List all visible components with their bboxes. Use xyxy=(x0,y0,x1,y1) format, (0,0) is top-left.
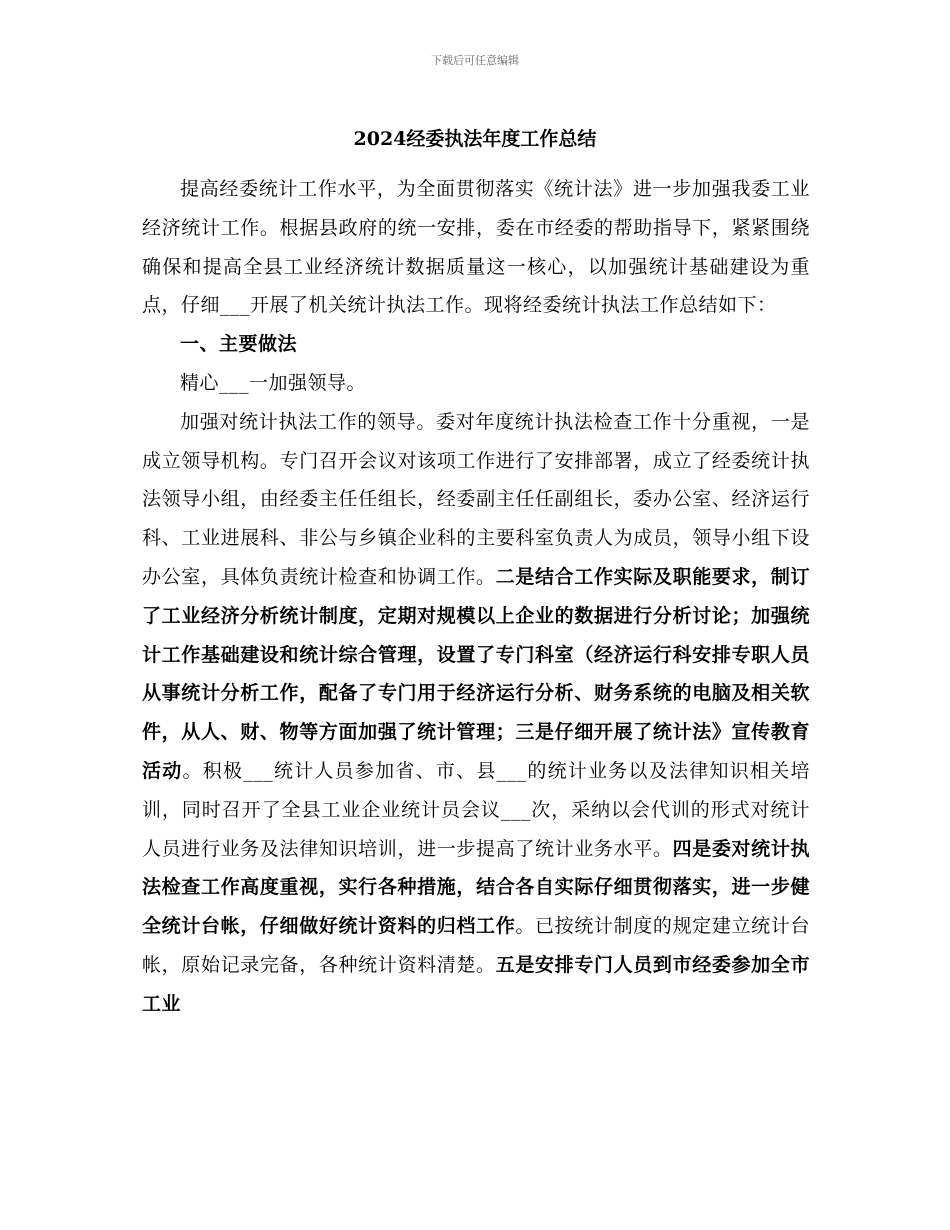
bold-segment: 四是委对统计执法检查工作高度重视，实行各种措施，结合各自实际仔细贯彻落实，进一步健全统计台帐，仔细做好统计资料的归档工作 xyxy=(142,837,810,938)
main-paragraph xyxy=(142,403,810,1024)
intro-paragraph: 提高经委统计工作水平，为全面贯彻落实《统计法》进一步加强我委工业经济统计工作。根据县政府的统一安排，委在市经委的帮助指导下，紧紧围绕确保和提高全县工业经济统计数据质量这一核心，以加强统计基础建设为重点，仔细___开展了机关统计执法工作。现将经委统计执法工作总结如下： xyxy=(142,178,810,317)
bold-segment: 五是安排专门人员到市经委参加全市工业 xyxy=(142,953,810,1015)
section-heading: 一、主要做法 xyxy=(180,333,298,356)
document-body xyxy=(142,170,810,1024)
document-title: 2024经委执法年度工作总结 xyxy=(353,128,597,150)
header-note: 下载后可任意编辑 xyxy=(431,54,519,67)
text-segment: 加强对统计执法工作的领导。委对年度统计执法检查工作十分重视，一是成立领导机构。专门召开会议对该项工作进行了安排部署，成立了经委统计执法领导小组，由经委主任任组长，经委副主任任副组长，委办公室、经济运行科、工业进展科、非公与乡镇企业科的主要科室负责人为成员，领导小组下设办公室，具体负责统计检查和协调工作。 xyxy=(142,410,810,588)
sub-heading: 精心___一加强领导。 xyxy=(180,371,367,394)
text-segment: 。已按统计制度的规定建立统计台帐，原始记录完备，各种统计资料清楚。 xyxy=(142,915,810,976)
bold-segment: 二是结合工作实际及职能要求，制订了工业经济分析统计制度，定期对规模以上企业的数据进行分析讨论；加强统计工作基础建设和统计综合管理，设置了专门科室（经济运行科安排专职人员从事统计分析工作，配备了专门用于经济运行分析、财务系统的电脑及相关软件，从人、财、物等方面加强了统计管理；三是仔细开展了统计法》宣传教育活动 xyxy=(142,565,810,782)
text-segment: 。积极___统计人员参加省、市、县___的统计业务以及法律知识相关培训，同时召开了全县工业企业统计员会议___次，采纳以会代训的形式对统计人员进行业务及法律知识培训，进一步提高了统计业务水平。 xyxy=(142,759,810,860)
